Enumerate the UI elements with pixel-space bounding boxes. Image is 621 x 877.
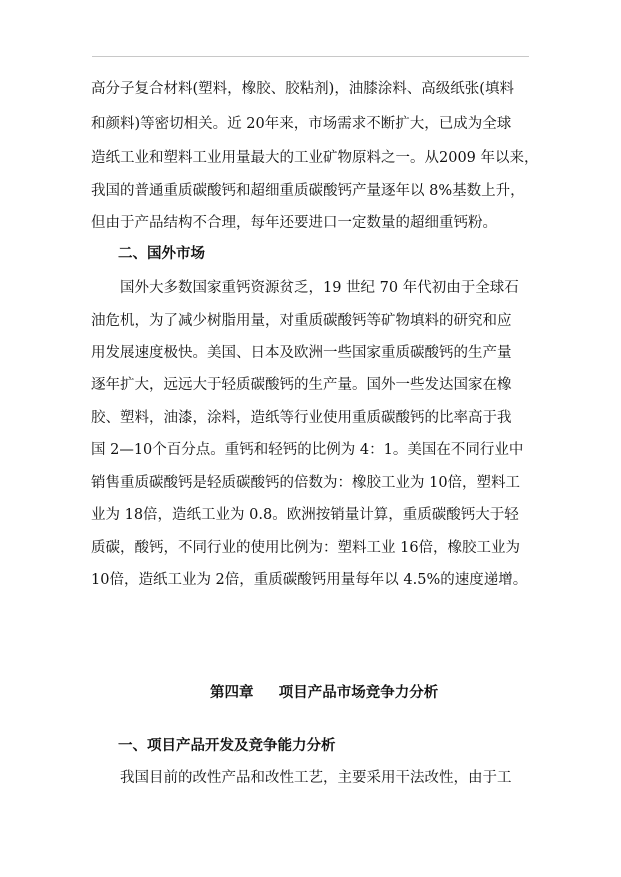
paragraph-2-line-8: 业为 18倍，造纸工业为 0.8。欧洲按销量计算，重质碳酸钙大于轻 xyxy=(91,507,519,523)
section-heading-product-competitiveness: 一、项目产品开发及竞争能力分析 xyxy=(118,737,336,754)
paragraph-2-line-1: 国外大多数国家重钙资源贫乏，19 世纪 70 年代初由于全球石 xyxy=(120,280,519,296)
paragraph-2-line-10: 10倍，造纸工业为 2倍，重质碳酸钙用量每年以 4.5%的速度递增。 xyxy=(91,572,528,588)
paragraph-1-line-2: 和颜料)等密切相关。近 20年来，市场需求不断扩大，已成为全球 xyxy=(91,116,512,132)
paragraph-1-line-4: 我国的普通重质碳酸钙和超细重质碳酸钙产量逐年以 8%基数上升， xyxy=(91,183,525,199)
paragraph-2-line-4: 逐年扩大，远远大于轻质碳酸钙的生产量。国外一些发达国家在橡 xyxy=(91,377,512,393)
section-heading-foreign-market: 二、国外市场 xyxy=(118,245,205,262)
header-rule xyxy=(92,56,529,57)
paragraph-2-line-3: 用发展速度极快。美国、日本及欧洲一些国家重质碳酸钙的生产量 xyxy=(91,345,512,361)
paragraph-2-line-9: 质碳，酸钙，不同行业的使用比例为：塑料工业 16倍，橡胶工业为 xyxy=(91,540,521,556)
paragraph-3-line-1: 我国目前的改性产品和改性工艺，主要采用干法改性，由于工 xyxy=(120,770,512,786)
paragraph-2-line-2: 油危机，为了减少树脂用量，对重质碳酸钙等矿物填料的研究和应 xyxy=(91,313,512,329)
paragraph-1-line-3: 造纸工业和塑料工业用量最大的工业矿物原料之一。从2009 年以来， xyxy=(91,150,539,166)
paragraph-2-line-7: 销售重质碳酸钙是轻质碳酸钙的倍数为：橡胶工业为 10倍，塑料工 xyxy=(91,475,521,491)
paragraph-1-line-5: 但由于产品结构不合理，每年还要进口一定数量的超细重钙粉。 xyxy=(91,215,497,231)
paragraph-2-line-5: 胶、塑料，油漆，涂料，造纸等行业使用重质碳酸钙的比率高于我 xyxy=(91,410,512,426)
chapter-title: 第四章 项目产品市场竞争力分析 xyxy=(210,684,439,701)
paragraph-2-line-6: 国 2—10个百分点。重钙和轻钙的比例为 4：1。美国在不同行业中 xyxy=(91,442,524,458)
paragraph-1-line-1: 高分子复合材料(塑料，橡胶、胶粘剂)，油膝涂料、高级纸张(填料 xyxy=(91,81,514,97)
